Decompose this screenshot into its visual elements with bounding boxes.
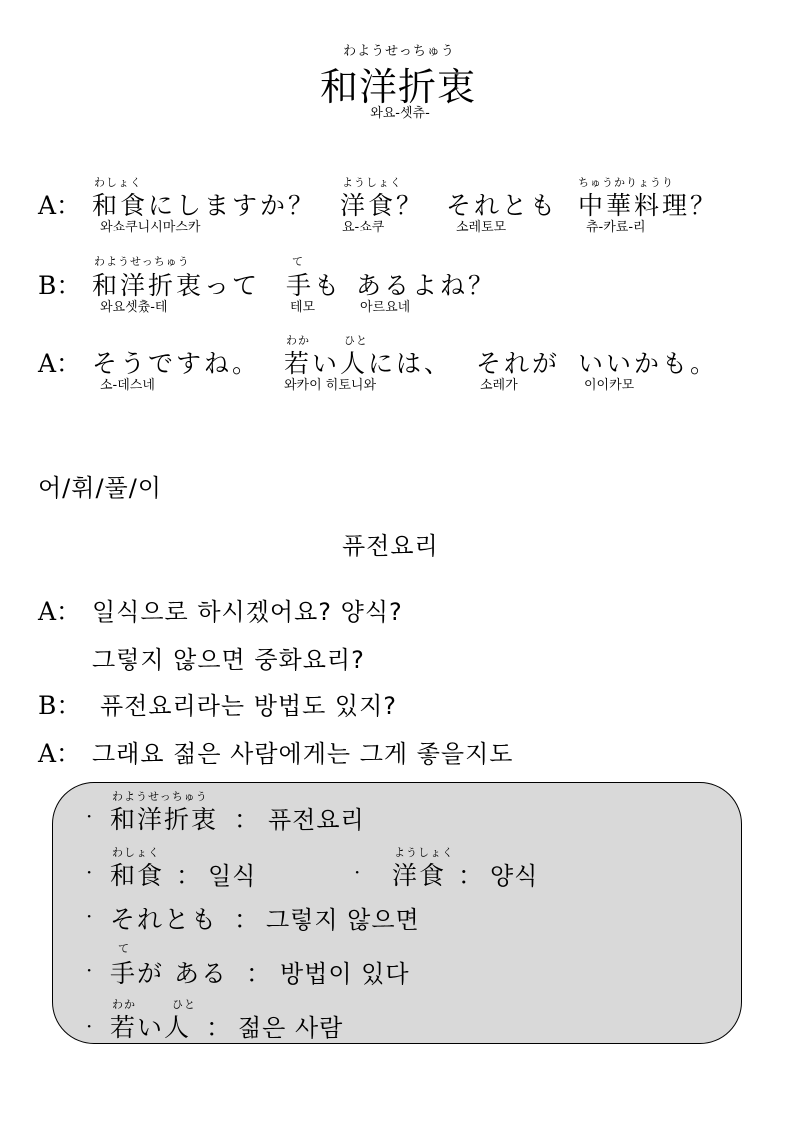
- glossary-term-wakaihito: 若い人: [110, 1013, 192, 1042]
- glossary-ruby-hito: ひと: [172, 998, 196, 1011]
- glossary-sep-1: ：: [234, 805, 262, 834]
- reading-aruyone: 아르요네: [360, 300, 411, 315]
- ruby-waka-1: わか: [286, 334, 310, 347]
- reading-wakaihitoniwa: 와카이 히토니와: [284, 378, 377, 393]
- translation-speaker-a-2: A：: [38, 739, 82, 768]
- glossary-term-youshoku: 洋食: [392, 861, 447, 890]
- ruby-wayousecchuu: わようせっちゅう: [94, 255, 190, 268]
- glossary-sep-3: ：: [458, 861, 486, 890]
- glossary-sep-4: ：: [234, 905, 262, 934]
- glossary-meaning-fusion: 퓨전요리: [268, 806, 365, 834]
- title-ruby: わようせっちゅう: [343, 44, 455, 59]
- reading-sorega: 소레가: [480, 378, 518, 393]
- glossary-bullet-3: ·: [354, 860, 361, 884]
- ruby-youshoku: ようしょく: [342, 176, 402, 189]
- glossary-term-tegaaru: 手が ある: [110, 959, 228, 988]
- glossary-meaning-youngperson: 젊은 사람: [238, 1014, 344, 1042]
- glossary-bullet-4: ·: [86, 904, 93, 928]
- glossary-bullet-6: ·: [86, 1014, 93, 1038]
- glossary-term-wayousecchuu: 和洋折衷: [110, 805, 219, 834]
- glossary-bullet-2: ·: [86, 860, 93, 884]
- translation-line-3: 퓨전요리라는 방법도 있지?: [100, 692, 398, 720]
- reading-youshoku: 요-쇼쿠: [342, 220, 385, 235]
- dialogue-3-wakaihitoniwa: 若い人には、: [284, 349, 453, 378]
- title-korean-reading: 와요-셋츄-: [370, 106, 430, 121]
- dialogue-2-aruyone: あるよね？: [356, 271, 497, 300]
- page-title: 和洋折衷: [319, 65, 476, 109]
- ruby-washoku: わしょく: [94, 176, 142, 189]
- glossary-term-washoku: 和食: [110, 861, 165, 890]
- reading-iikamo: 이이카모: [584, 378, 635, 393]
- dialogue-1-chuukaryouri: 中華料理？: [578, 191, 719, 220]
- ruby-chuukaryouri: ちゅうかりょうり: [578, 176, 674, 189]
- glossary-meaning-ilsik: 일식: [208, 862, 257, 890]
- speaker-a-2: A：: [38, 349, 82, 378]
- dialogue-3-soudesune: そうですね。: [92, 349, 261, 378]
- glossary-ruby-waka: わか: [112, 998, 136, 1011]
- glossary-bullet-1: ·: [86, 804, 93, 828]
- dialogue-2-temo: 手も: [286, 271, 343, 300]
- reading-chuukaryouri: 츄-카료-리: [586, 220, 646, 235]
- glossary-sep-2: ：: [176, 861, 204, 890]
- dialogue-3-iikamo: いいかも。: [578, 349, 719, 378]
- glossary-ruby-te: て: [118, 942, 130, 955]
- translation-line-2: 그렇지 않으면 중화요리?: [92, 646, 365, 674]
- glossary-meaning-yangsik: 양식: [490, 862, 539, 890]
- translation-line-4: 그래요 젊은 사람에게는 그게 좋을지도: [92, 740, 514, 768]
- reading-wayousecchuu: 와요셋츘-테: [100, 300, 168, 315]
- reading-soudesune: 소-데스네: [100, 378, 155, 393]
- glossary-ruby-wayousecchuu: わようせっちゅう: [112, 790, 208, 803]
- fusion-heading: 퓨전요리: [342, 532, 439, 560]
- translation-line-1: 일식으로 하시겠어요? 양식?: [92, 598, 403, 626]
- glossary-sep-5: ：: [246, 959, 274, 988]
- ruby-te-1: て: [292, 255, 304, 268]
- vocab-heading: 어/휘/풀/이: [38, 474, 162, 502]
- dialogue-1-soretomo: それとも: [446, 191, 559, 220]
- reading-washoku: 와쇼쿠니시마스카: [100, 220, 201, 235]
- glossary-sep-6: ：: [206, 1013, 234, 1042]
- speaker-a-1: A：: [38, 191, 82, 220]
- glossary-term-soretomo: それとも: [110, 905, 219, 934]
- dialogue-3-sorega: それが: [476, 349, 561, 378]
- dialogue-1-washoku: 和食にしますか？: [92, 191, 317, 220]
- dialogue-1-youshoku: 洋食？: [340, 191, 425, 220]
- translation-speaker-b: B：: [38, 691, 82, 720]
- glossary-meaning-method: 방법이 있다: [280, 960, 410, 988]
- dialogue-2-wayousecchuu: 和洋折衷って: [92, 271, 261, 300]
- reading-temo: 테모: [290, 300, 316, 315]
- translation-speaker-a-1: A：: [38, 597, 82, 626]
- reading-soretomo: 소레토모: [456, 220, 507, 235]
- glossary-ruby-washoku: わしょく: [112, 846, 160, 859]
- ruby-hito-1: ひと: [344, 334, 368, 347]
- glossary-ruby-youshoku: ようしょく: [394, 846, 454, 859]
- glossary-meaning-otherwise: 그렇지 않으면: [266, 906, 420, 934]
- glossary-bullet-5: ·: [86, 958, 93, 982]
- speaker-b-1: B：: [38, 271, 82, 300]
